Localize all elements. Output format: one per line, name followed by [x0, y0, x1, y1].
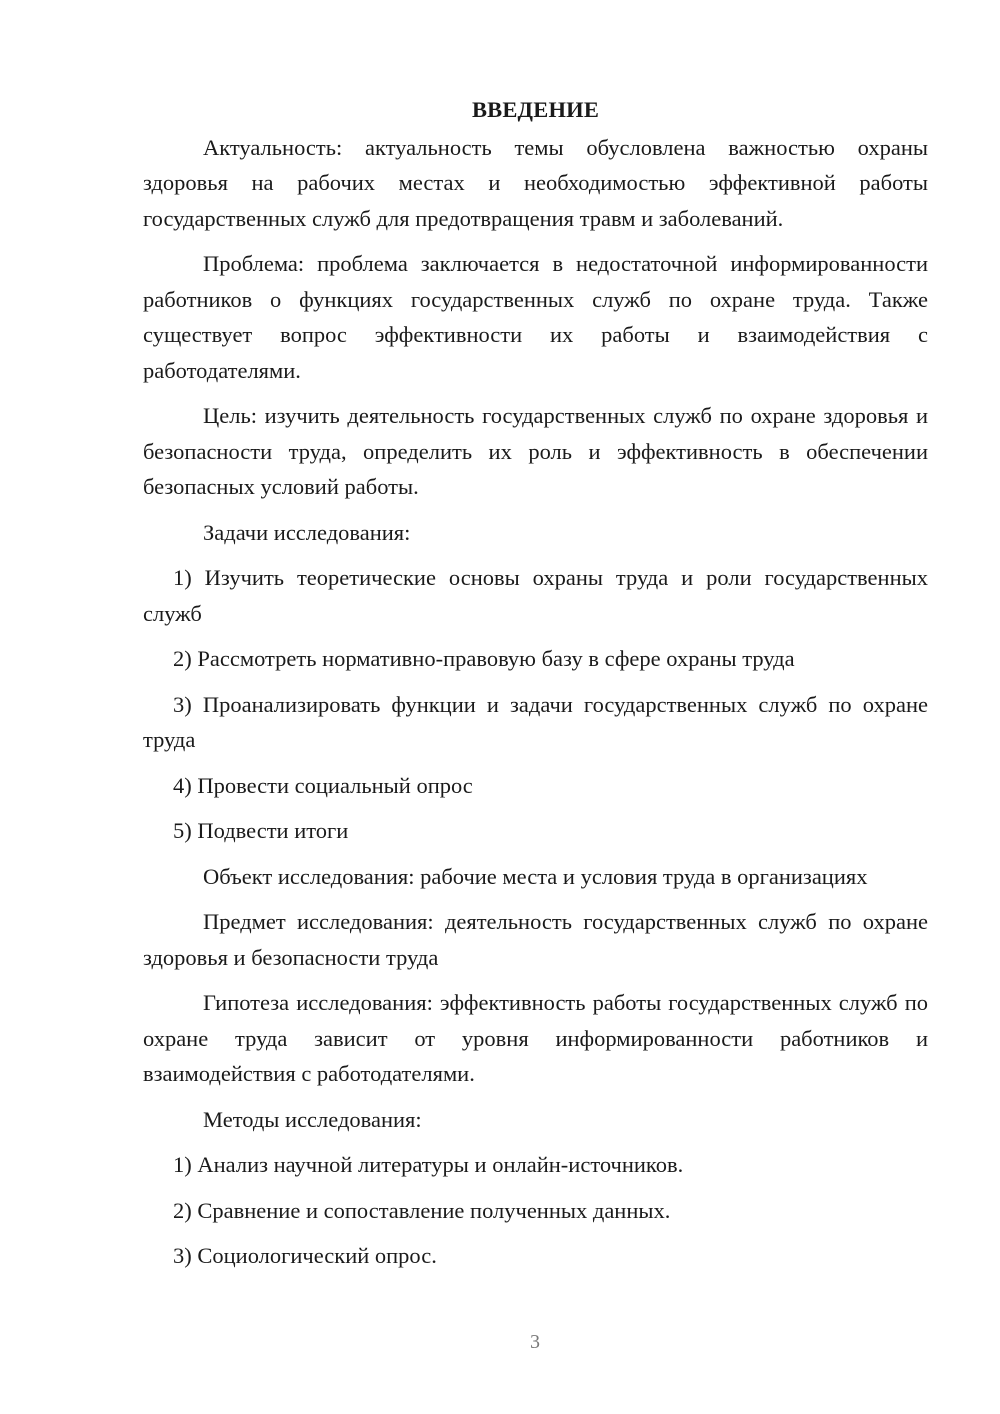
research-subject-paragraph: Предмет исследования: деятельность государственных служб по охране здоровья и безопасности труда [143, 909, 928, 970]
task-item-4: 4) Провести социальный опрос [173, 772, 473, 798]
hypothesis-paragraph: Гипотеза исследования: эффективность работы государственных служб по охране труда зависит от уровня информированности работников и взаимодействия с работодателями. [143, 990, 928, 1086]
page-number: 3 [530, 1331, 540, 1353]
task-item-5: 5) Подвести итоги [173, 818, 349, 843]
page-title: ВВЕДЕНИЕ [471, 97, 600, 122]
task-item-3: 3) Проанализировать функции и задачи государственных служб по охране труда [143, 691, 928, 752]
method-item-2: 2) Сравнение и сопоставление полученных данных. [173, 1197, 671, 1223]
document-body [143, 92, 928, 1284]
method-item-3: 3) Социологический опрос. [173, 1243, 437, 1268]
goal-paragraph: Цель: изучить деятельность государственных служб по охране здоровья и безопасности труда, определить их роль и эффективность в обеспечении безопасных условий работы. [143, 403, 928, 499]
method-item-1: 1) Анализ научной литературы и онлайн-источников. [173, 1152, 684, 1177]
task-item-2: 2) Рассмотреть нормативно-правовую базу в сфере охраны труда [173, 646, 795, 671]
relevance-paragraph: Актуальность: актуальность темы обусловлена важностью охраны здоровья на рабочих местах и необходимостью эффективной работы государственных служб для предотвращения травм и заболеваний. [143, 134, 928, 231]
task-item-1: 1) Изучить теоретические основы охраны труда и роли государственных служб [143, 565, 928, 626]
problem-paragraph: Проблема: проблема заключается в недостаточной информированности работников о функциях государственных служб по охране труда. Также существует вопрос эффективности их работы и взаимодействия с работодателями. [143, 251, 928, 383]
methods-heading: Методы исследования: [203, 1106, 422, 1132]
research-object-paragraph: Объект исследования: рабочие места и условия труда в организациях [203, 863, 868, 889]
tasks-heading: Задачи исследования: [203, 519, 411, 545]
